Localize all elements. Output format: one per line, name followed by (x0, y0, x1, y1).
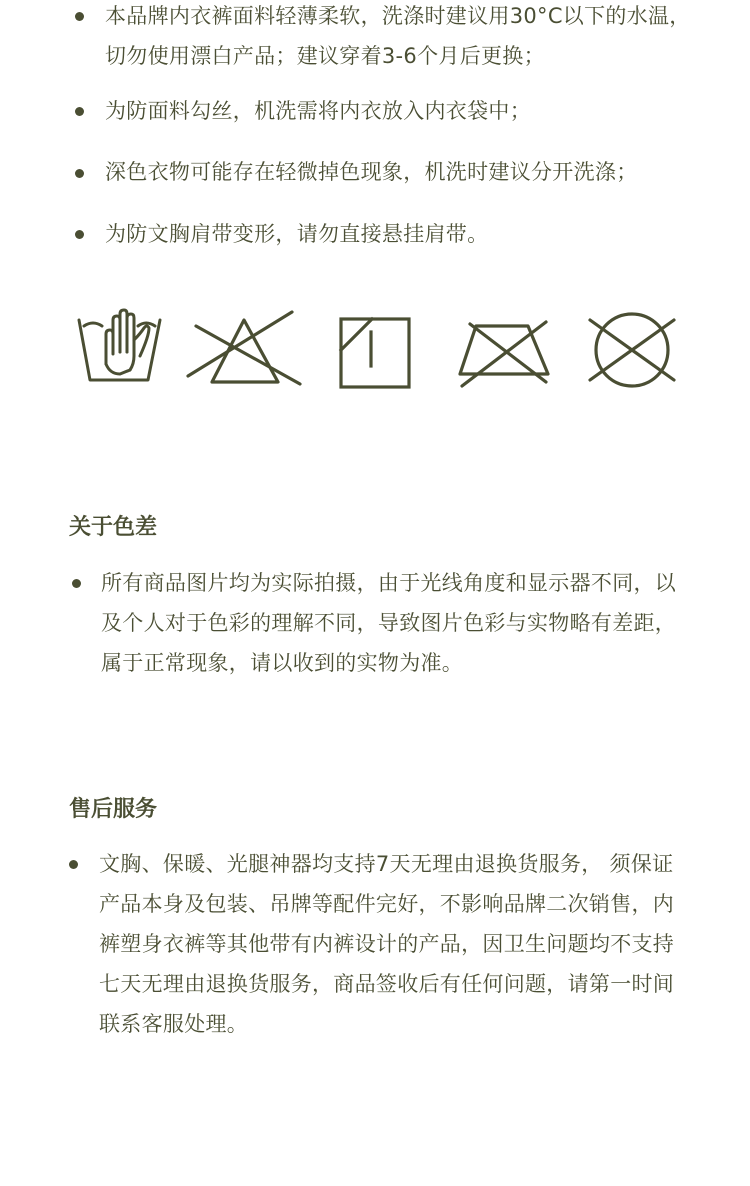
care-text: 为防面料勾丝，机洗需将内衣放入内衣袋中； (105, 99, 531, 123)
color-difference-text: 所有商品图片均为实际拍摄，由于光线角度和显示器不同，以及个人对于色彩的理解不同，导致图片色彩与实物略有差距，属于正常现象，请以收到的实物为准。 (101, 571, 677, 675)
bullet-dot (75, 107, 84, 116)
bullet-dot (75, 230, 84, 239)
bullet-dot (69, 860, 78, 869)
after-sales-text: 文胸、保暖、光腿神器均支持7天无理由退换货服务， 须保证产品本身及包装、吊牌等配件完好，不影响品牌二次销售，内裤塑身衣裤等其他带有内裤设计的产品，因卫生问题均不支持七天无理由退换货服务，商品签收后有任何问题，请第一时间联系客服处理。 (99, 852, 675, 1036)
bullet-dot (75, 12, 84, 21)
care-text: 本品牌内衣裤面料轻薄柔软，洗涤时建议用30°C以下的水温，切勿使用漂白产品；建议穿着3-6个月后更换； (105, 4, 691, 68)
section-heading-color-difference: 关于色差 (69, 515, 158, 540)
no-dry-clean-icon (586, 310, 678, 388)
care-text: 为防文胸肩带变形，请勿直接悬挂肩带。 (105, 222, 489, 246)
no-iron-icon (454, 318, 554, 390)
bullet-dot (72, 579, 81, 588)
care-symbols (70, 300, 690, 395)
no-bleach-icon (186, 308, 304, 390)
line-dry-icon (338, 316, 412, 390)
bullet-dot (75, 169, 84, 178)
care-text: 深色衣物可能存在轻微掉色现象，机洗时建议分开洗涤； (105, 160, 638, 184)
section-heading-after-sales: 售后服务 (69, 797, 158, 822)
hand-wash-icon (76, 306, 164, 384)
